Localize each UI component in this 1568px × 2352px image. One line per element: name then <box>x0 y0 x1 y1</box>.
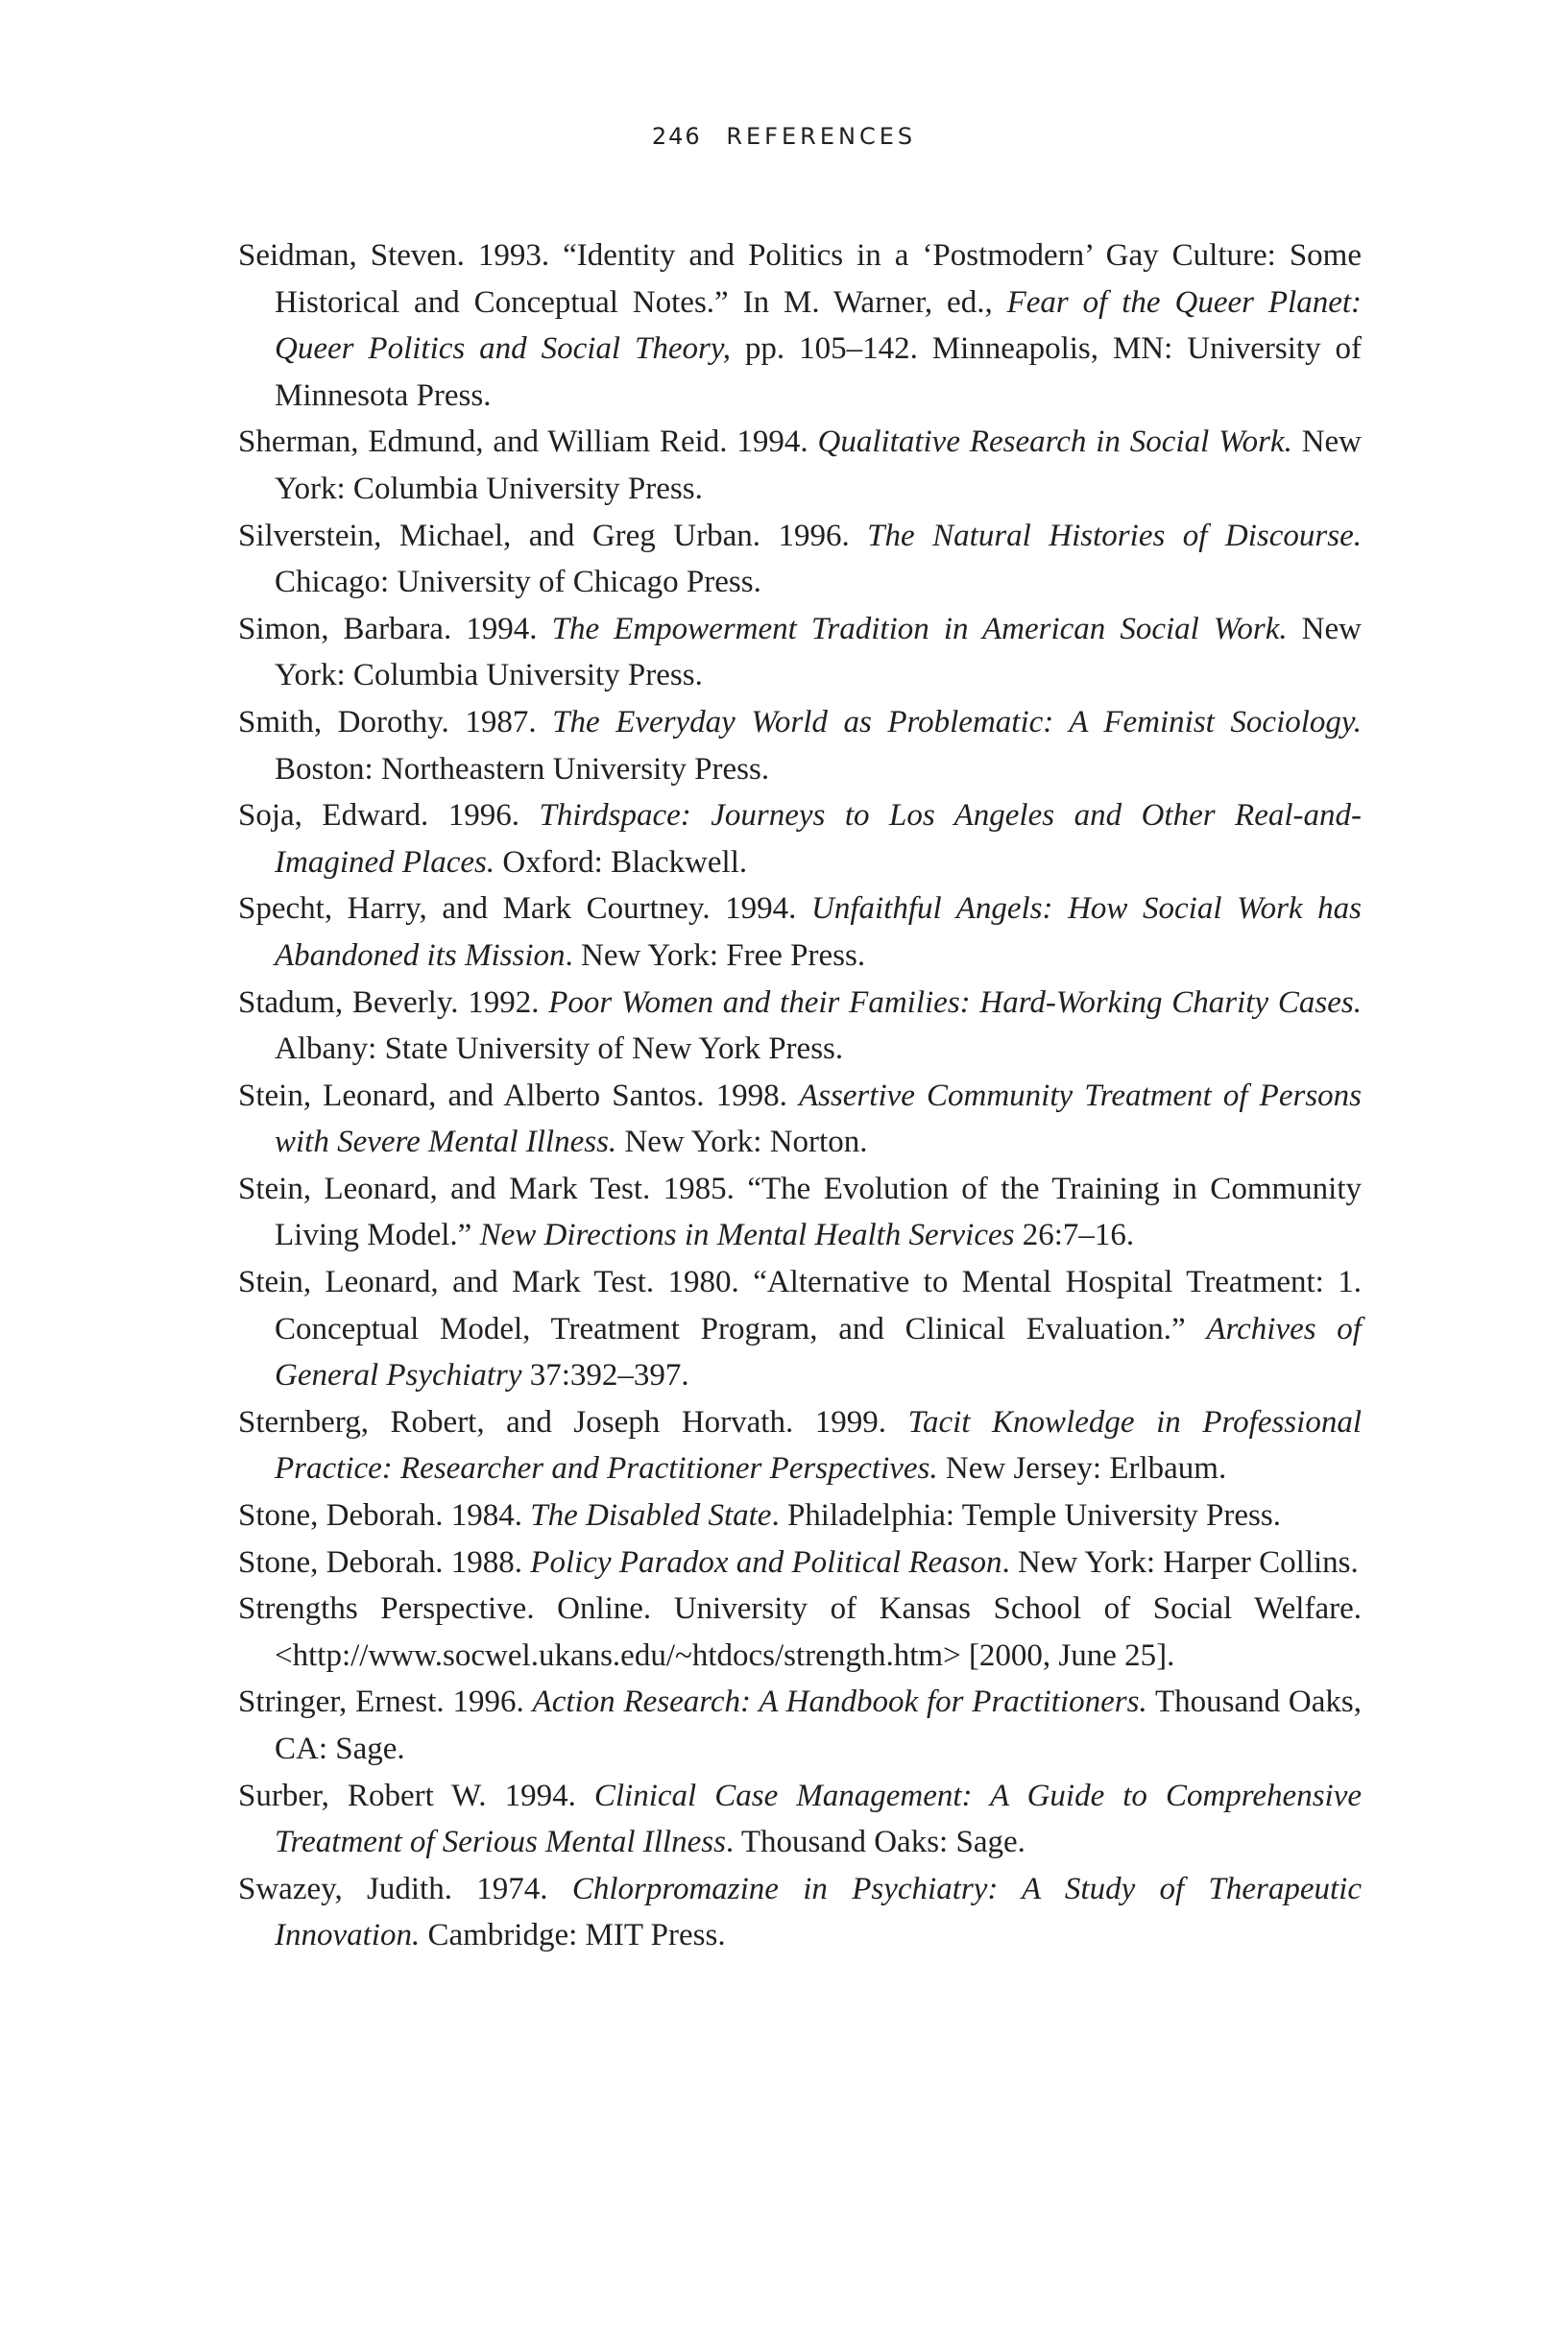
reference-text: . Thousand Oaks: Sage. <box>725 1825 1025 1860</box>
reference-list <box>238 232 1362 1959</box>
reference-entry <box>238 980 1362 1073</box>
page-number: 246 <box>651 123 702 150</box>
reference-entry <box>238 1866 1362 1959</box>
reference-entry <box>238 1679 1362 1772</box>
reference-title: New Directions in Mental Health Services <box>479 1218 1015 1253</box>
reference-title: Thirdspace: Journeys to Los Angeles and Other Real-and-Imagined Places. <box>275 798 1363 880</box>
reference-text: New York: Columbia University Press. <box>275 424 1362 506</box>
reference-title: Assertive Community Treatment of Persons with Severe Mental Illness. <box>275 1078 1363 1160</box>
reference-title: The Disabled State <box>530 1498 772 1534</box>
reference-entry <box>238 792 1362 885</box>
reference-text: Albany: State University of New York Press. <box>275 1031 844 1067</box>
reference-title: Clinical Case Management: A Guide to Comprehensive Treatment of Serious Mental Illness <box>275 1778 1362 1860</box>
reference-entry <box>238 513 1362 606</box>
reference-title: The Empowerment Tradition in American Social Work. <box>551 611 1288 646</box>
reference-entry <box>238 1399 1362 1492</box>
reference-text: Thousand Oaks, CA: Sage. <box>275 1685 1362 1766</box>
reference-text: Simon, Barbara. 1994. <box>238 611 552 646</box>
reference-text: Soja, Edward. 1996. <box>238 798 540 834</box>
reference-entry <box>238 699 1362 792</box>
reference-text: Stein, Leonard, and Mark Test. 1980. “Alternative to Mental Hospital Treatment: 1. Conceptual Model, Treatment Program, and Clinical Evaluation.” <box>238 1265 1362 1346</box>
reference-text: . Philadelphia: Temple University Press. <box>771 1498 1281 1534</box>
reference-title: Action Research: A Handbook for Practitioners. <box>532 1685 1147 1720</box>
reference-text: New Jersey: Erlbaum. <box>937 1451 1227 1487</box>
reference-text: Seidman, Steven. 1993. “Identity and Politics in a ‘Postmodern’ Gay Culture: Some Historical and Conceptual Notes.” In M. Warner, ed., <box>238 238 1362 320</box>
reference-entry <box>238 232 1362 419</box>
section-title: REFERENCES <box>726 123 917 150</box>
reference-entry <box>238 1540 1362 1587</box>
reference-title: Archives of General Psychiatry <box>275 1311 1362 1394</box>
reference-entry <box>238 1773 1362 1866</box>
reference-text: Cambridge: MIT Press. <box>420 1918 726 1953</box>
reference-text: . New York: Harper Collins. <box>1001 1544 1359 1580</box>
reference-text: Boston: Northeastern University Press. <box>275 751 770 787</box>
reference-title: Qualitative Research in Social Work. <box>817 424 1292 460</box>
reference-text: Silverstein, Michael, and Greg Urban. 1996. <box>238 518 868 553</box>
reference-text: Swazey, Judith. 1974. <box>238 1871 572 1906</box>
reference-text: Stone, Deborah. 1988. <box>238 1544 531 1580</box>
reference-entry <box>238 419 1362 512</box>
reference-entry <box>238 1492 1362 1540</box>
reference-text: Specht, Harry, and Mark Courtney. 1994. <box>238 891 812 927</box>
reference-text: New York: Norton. <box>616 1125 868 1160</box>
reference-text: Chicago: University of Chicago Press. <box>275 565 761 600</box>
reference-text: Oxford: Blackwell. <box>495 844 748 880</box>
reference-text: Sherman, Edmund, and William Reid. 1994. <box>238 424 818 460</box>
reference-text: Stringer, Ernest. 1996. <box>238 1685 533 1720</box>
reference-entry <box>238 606 1362 699</box>
reference-title: Unfaithful Angels: How Social Work has Abandoned its Mission <box>275 891 1362 973</box>
reference-title: The Natural Histories of Discourse. <box>867 518 1362 553</box>
reference-entry <box>238 1073 1362 1166</box>
reference-title: Fear of the Queer Planet: Queer Politics and Social Theory, <box>275 284 1362 367</box>
reference-title: The Everyday World as Problematic: A Feminist Sociology. <box>552 704 1362 740</box>
reference-text: Stein, Leonard, and Mark Test. 1985. “The Evolution of the Training in Community Living Model.” <box>238 1171 1362 1253</box>
reference-text: pp. 105–142. Minneapolis, MN: University of Minnesota Press. <box>275 331 1362 413</box>
reference-text: Sternberg, Robert, and Joseph Horvath. 1999. <box>238 1404 908 1440</box>
reference-text: . New York: Free Press. <box>565 937 866 973</box>
reference-title: Policy Paradox and Political Reason <box>530 1544 1002 1580</box>
reference-text: Stein, Leonard, and Alberto Santos. 1998. <box>238 1078 799 1113</box>
reference-text: Stone, Deborah. 1984. <box>238 1498 531 1534</box>
running-head <box>0 123 1568 150</box>
reference-entry <box>238 1166 1362 1259</box>
reference-text: 37:392–397. <box>521 1358 689 1394</box>
reference-title: Tacit Knowledge in Professional Practice: Researcher and Practitioner Perspectives. <box>275 1404 1362 1487</box>
reference-text: New York: Columbia University Press. <box>275 611 1362 693</box>
reference-text: Smith, Dorothy. 1987. <box>238 704 553 740</box>
reference-entry <box>238 885 1362 979</box>
reference-text: Surber, Robert W. 1994. <box>238 1778 594 1813</box>
reference-text: 26:7–16. <box>1014 1218 1135 1253</box>
reference-title: Chlorpromazine in Psychiatry: A Study of Therapeutic Innovation. <box>275 1871 1362 1953</box>
reference-text: Stadum, Beverly. 1992. <box>238 984 549 1020</box>
reference-entry <box>238 1259 1362 1399</box>
reference-entry <box>238 1586 1362 1679</box>
reference-text: Strengths Perspective. Online. University of Kansas School of Social Welfare. <http://www.socwel.ukans.edu/~htdocs/strength.htm> [2000, June 25]. <box>238 1591 1362 1673</box>
reference-title: Poor Women and their Families: Hard-Working Charity Cases. <box>548 984 1362 1020</box>
